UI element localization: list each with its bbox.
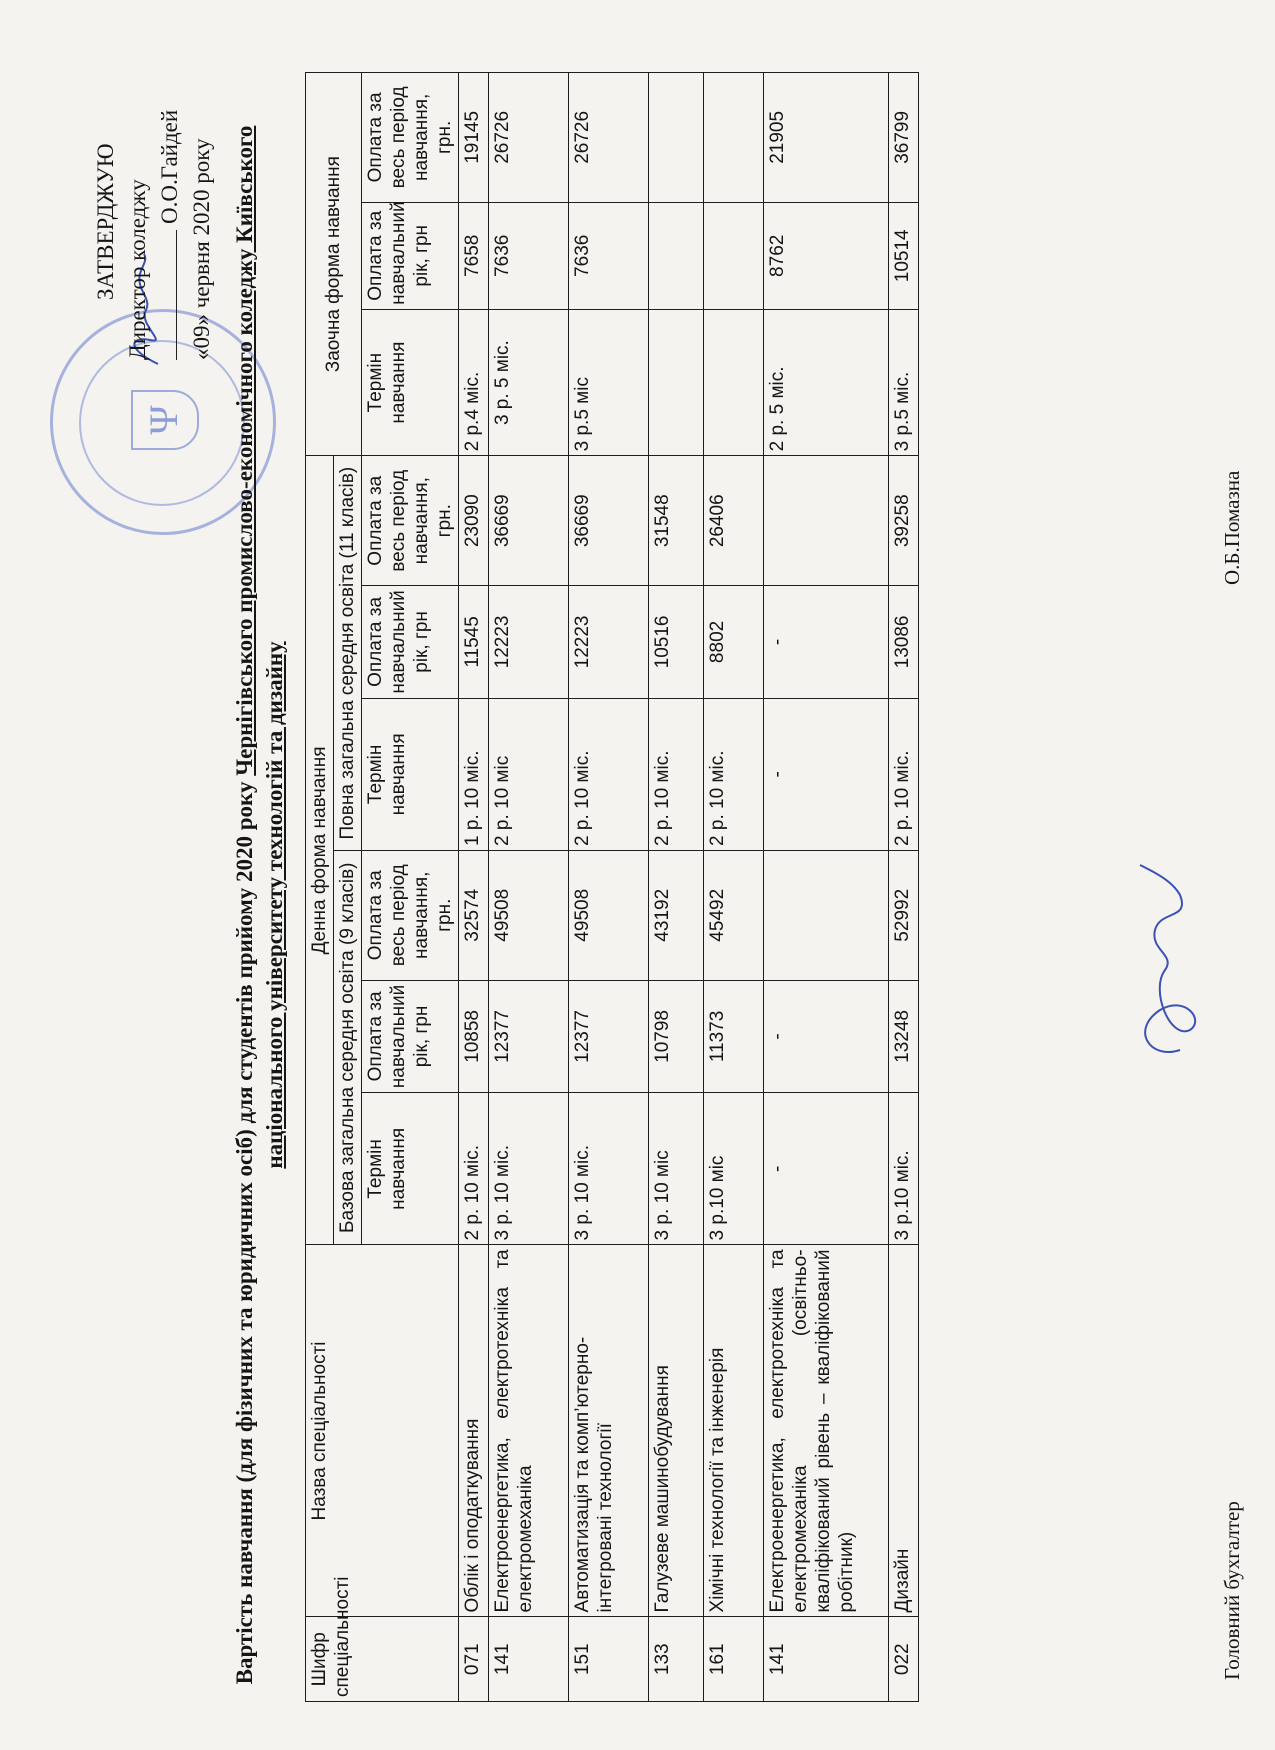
- cell-full-term: 1 р. 10 міс.: [459, 698, 489, 850]
- cell-ext-term: 2 р.4 міс.: [459, 309, 489, 456]
- cell-ext-fee-total: [649, 73, 704, 203]
- cell-basic-fee-total: 43192: [649, 850, 704, 980]
- cell-full-fee-total: 23090: [459, 456, 489, 586]
- cell-specialty: Галузеве машинобудування: [649, 1245, 704, 1617]
- cell-full-fee-total: [764, 456, 889, 586]
- cell-code: 141: [764, 1617, 889, 1702]
- header-day-form: Денна форма навчання: [306, 456, 334, 1245]
- table-row: [704, 73, 764, 1702]
- cell-basic-fee-total: 52992: [889, 850, 919, 980]
- cell-basic-fee-year: 10798: [649, 980, 704, 1093]
- cell-specialty: Автоматизація та комп’ютерно-інтегровані технології: [569, 1245, 649, 1617]
- cell-full-term: 2 р. 10 міс.: [569, 698, 649, 850]
- table-row: [764, 73, 889, 1702]
- header-fee-total: Оплата за весь період навчання, грн.: [362, 73, 459, 203]
- header-term: Термін навчання: [362, 698, 459, 850]
- cell-full-fee-total: 36669: [489, 456, 569, 586]
- approval-name: О.О.Гайдей: [157, 109, 182, 224]
- cell-full-fee-year: 11545: [459, 586, 489, 699]
- cell-full-fee-year: -: [764, 586, 889, 699]
- cell-full-term: 2 р. 10 міс.: [649, 698, 704, 850]
- cell-code: 133: [649, 1617, 704, 1702]
- cell-basic-fee-total: 32574: [459, 850, 489, 980]
- document-title: [230, 100, 290, 1710]
- table-row: [569, 73, 649, 1702]
- trident-emblem-icon: Ψ: [131, 390, 199, 450]
- cell-ext-fee-year: 7636: [569, 202, 649, 309]
- accountant-name: О.Б.Помазна: [1220, 470, 1244, 585]
- cell-ext-fee-year: [704, 202, 764, 309]
- cell-code: 161: [704, 1617, 764, 1702]
- cell-code: 071: [459, 1617, 489, 1702]
- header-term: Термін навчання: [362, 309, 459, 456]
- cell-basic-term: 2 р. 10 міс.: [459, 1093, 489, 1245]
- header-fee-year: Оплата за навчальний рік, грн: [362, 586, 459, 699]
- cell-basic-term: 3 р. 10 міс: [649, 1093, 704, 1245]
- cell-basic-fee-year: 10858: [459, 980, 489, 1093]
- cell-code: 141: [489, 1617, 569, 1702]
- header-fee-total: Оплата за весь період навчання, грн.: [362, 850, 459, 980]
- cell-specialty: Дизайн: [889, 1245, 919, 1617]
- header-fee-total: Оплата за весь період навчання, грн.: [362, 456, 459, 586]
- cell-basic-fee-total: 49508: [569, 850, 649, 980]
- cell-basic-fee-year: 13248: [889, 980, 919, 1093]
- cell-ext-fee-year: 10514: [889, 202, 919, 309]
- header-full-education: Повна загальна середня освіта (11 класів): [334, 456, 362, 851]
- cell-ext-term: [649, 309, 704, 456]
- cell-ext-fee-total: 26726: [489, 73, 569, 203]
- cell-ext-term: 2 р. 5 міс.: [764, 309, 889, 456]
- cell-specialty: Хімічні технології та інженерія: [704, 1245, 764, 1617]
- approval-block: [90, 110, 218, 360]
- cell-basic-fee-year: 12377: [489, 980, 569, 1093]
- header-fee-year: Оплата за навчальний рік, грн: [362, 980, 459, 1093]
- cell-basic-fee-year: 11373: [704, 980, 764, 1093]
- cell-basic-fee-year: 12377: [569, 980, 649, 1093]
- cell-ext-term: 3 р.5 міс.: [889, 309, 919, 456]
- cell-basic-fee-year: -: [764, 980, 889, 1093]
- table-row: [649, 73, 704, 1702]
- header-name: Назва спеціальності: [306, 1245, 459, 1617]
- header-fee-year: Оплата за навчальний рік, грн: [362, 202, 459, 309]
- cell-basic-fee-total: [764, 850, 889, 980]
- signature-line: [176, 230, 177, 360]
- cell-ext-fee-year: [649, 202, 704, 309]
- cell-ext-fee-year: 7636: [489, 202, 569, 309]
- title-institution: Чернігівського промислово-економічного коледжу Київського національного університету технологій та дизайну: [232, 125, 287, 1169]
- cell-full-fee-year: 13086: [889, 586, 919, 699]
- cell-specialty: Електроенергетика, електротехніка та електромеханіка: [489, 1245, 569, 1617]
- cell-full-term: 2 р. 10 міс: [489, 698, 569, 850]
- header-term: Термін навчання: [362, 1093, 459, 1245]
- header-basic-education: Базова загальна середня освіта (9 класів): [334, 850, 362, 1245]
- cell-code: 151: [569, 1617, 649, 1702]
- cell-ext-fee-total: 26726: [569, 73, 649, 203]
- header-extramural-form: Заочна форма навчання: [306, 73, 362, 456]
- header-code: Шифр спеціальності: [306, 1617, 459, 1702]
- cell-full-fee-year: 12223: [569, 586, 649, 699]
- approval-signature-line: [154, 110, 186, 360]
- cell-specialty: Облік і оподаткування: [459, 1245, 489, 1617]
- cell-ext-fee-total: 21905: [764, 73, 889, 203]
- approval-position: Директор коледжу: [125, 179, 150, 360]
- cell-full-fee-year: 10516: [649, 586, 704, 699]
- tuition-fee-table: [305, 72, 919, 1702]
- cell-ext-fee-total: [704, 73, 764, 203]
- cell-full-fee-year: 8802: [704, 586, 764, 699]
- accountant-title: Головний бухгалтер: [1220, 1501, 1244, 1680]
- table-row: [889, 73, 919, 1702]
- title-prefix: Вартість навчання (для фізичних та юридичних осіб) для студентів прийому 2020 року: [232, 781, 257, 1685]
- cell-basic-fee-total: 45492: [704, 850, 764, 980]
- cell-full-fee-total: 36669: [569, 456, 649, 586]
- cell-ext-term: [704, 309, 764, 456]
- cell-full-fee-year: 12223: [489, 586, 569, 699]
- cell-full-term: 2 р. 10 міс.: [704, 698, 764, 850]
- approval-date: «09» червня 2020 року: [189, 138, 214, 360]
- cell-basic-term: 3 р. 10 міс.: [569, 1093, 649, 1245]
- cell-full-fee-total: 26406: [704, 456, 764, 586]
- cell-specialty: Електроенергетика, електротехніка та електромеханіка (освітньо-кваліфікований рівень – кваліфікований робітник): [764, 1245, 889, 1617]
- cell-basic-term: 3 р.10 міс: [704, 1093, 764, 1245]
- cell-ext-term: 3 р.5 міс: [569, 309, 649, 456]
- cell-basic-term: -: [764, 1093, 889, 1245]
- approval-heading: ЗАТВЕРДЖУЮ: [93, 143, 118, 300]
- accountant-signature: [1110, 860, 1230, 1070]
- cell-code: 022: [889, 1617, 919, 1702]
- cell-basic-fee-total: 49508: [489, 850, 569, 980]
- cell-ext-fee-total: 36799: [889, 73, 919, 203]
- cell-full-fee-total: 31548: [649, 456, 704, 586]
- table-row: [489, 73, 569, 1702]
- cell-full-term: 2 р. 10 міс.: [889, 698, 919, 850]
- cell-full-fee-total: 39258: [889, 456, 919, 586]
- table-row: [459, 73, 489, 1702]
- cell-ext-fee-year: 7658: [459, 202, 489, 309]
- cell-ext-fee-total: 19145: [459, 73, 489, 203]
- cell-full-term: -: [764, 698, 889, 850]
- cell-basic-term: 3 р.10 міс.: [889, 1093, 919, 1245]
- cell-ext-fee-year: 8762: [764, 202, 889, 309]
- cell-basic-term: 3 р. 10 міс.: [489, 1093, 569, 1245]
- cell-ext-term: 3 р. 5 міс.: [489, 309, 569, 456]
